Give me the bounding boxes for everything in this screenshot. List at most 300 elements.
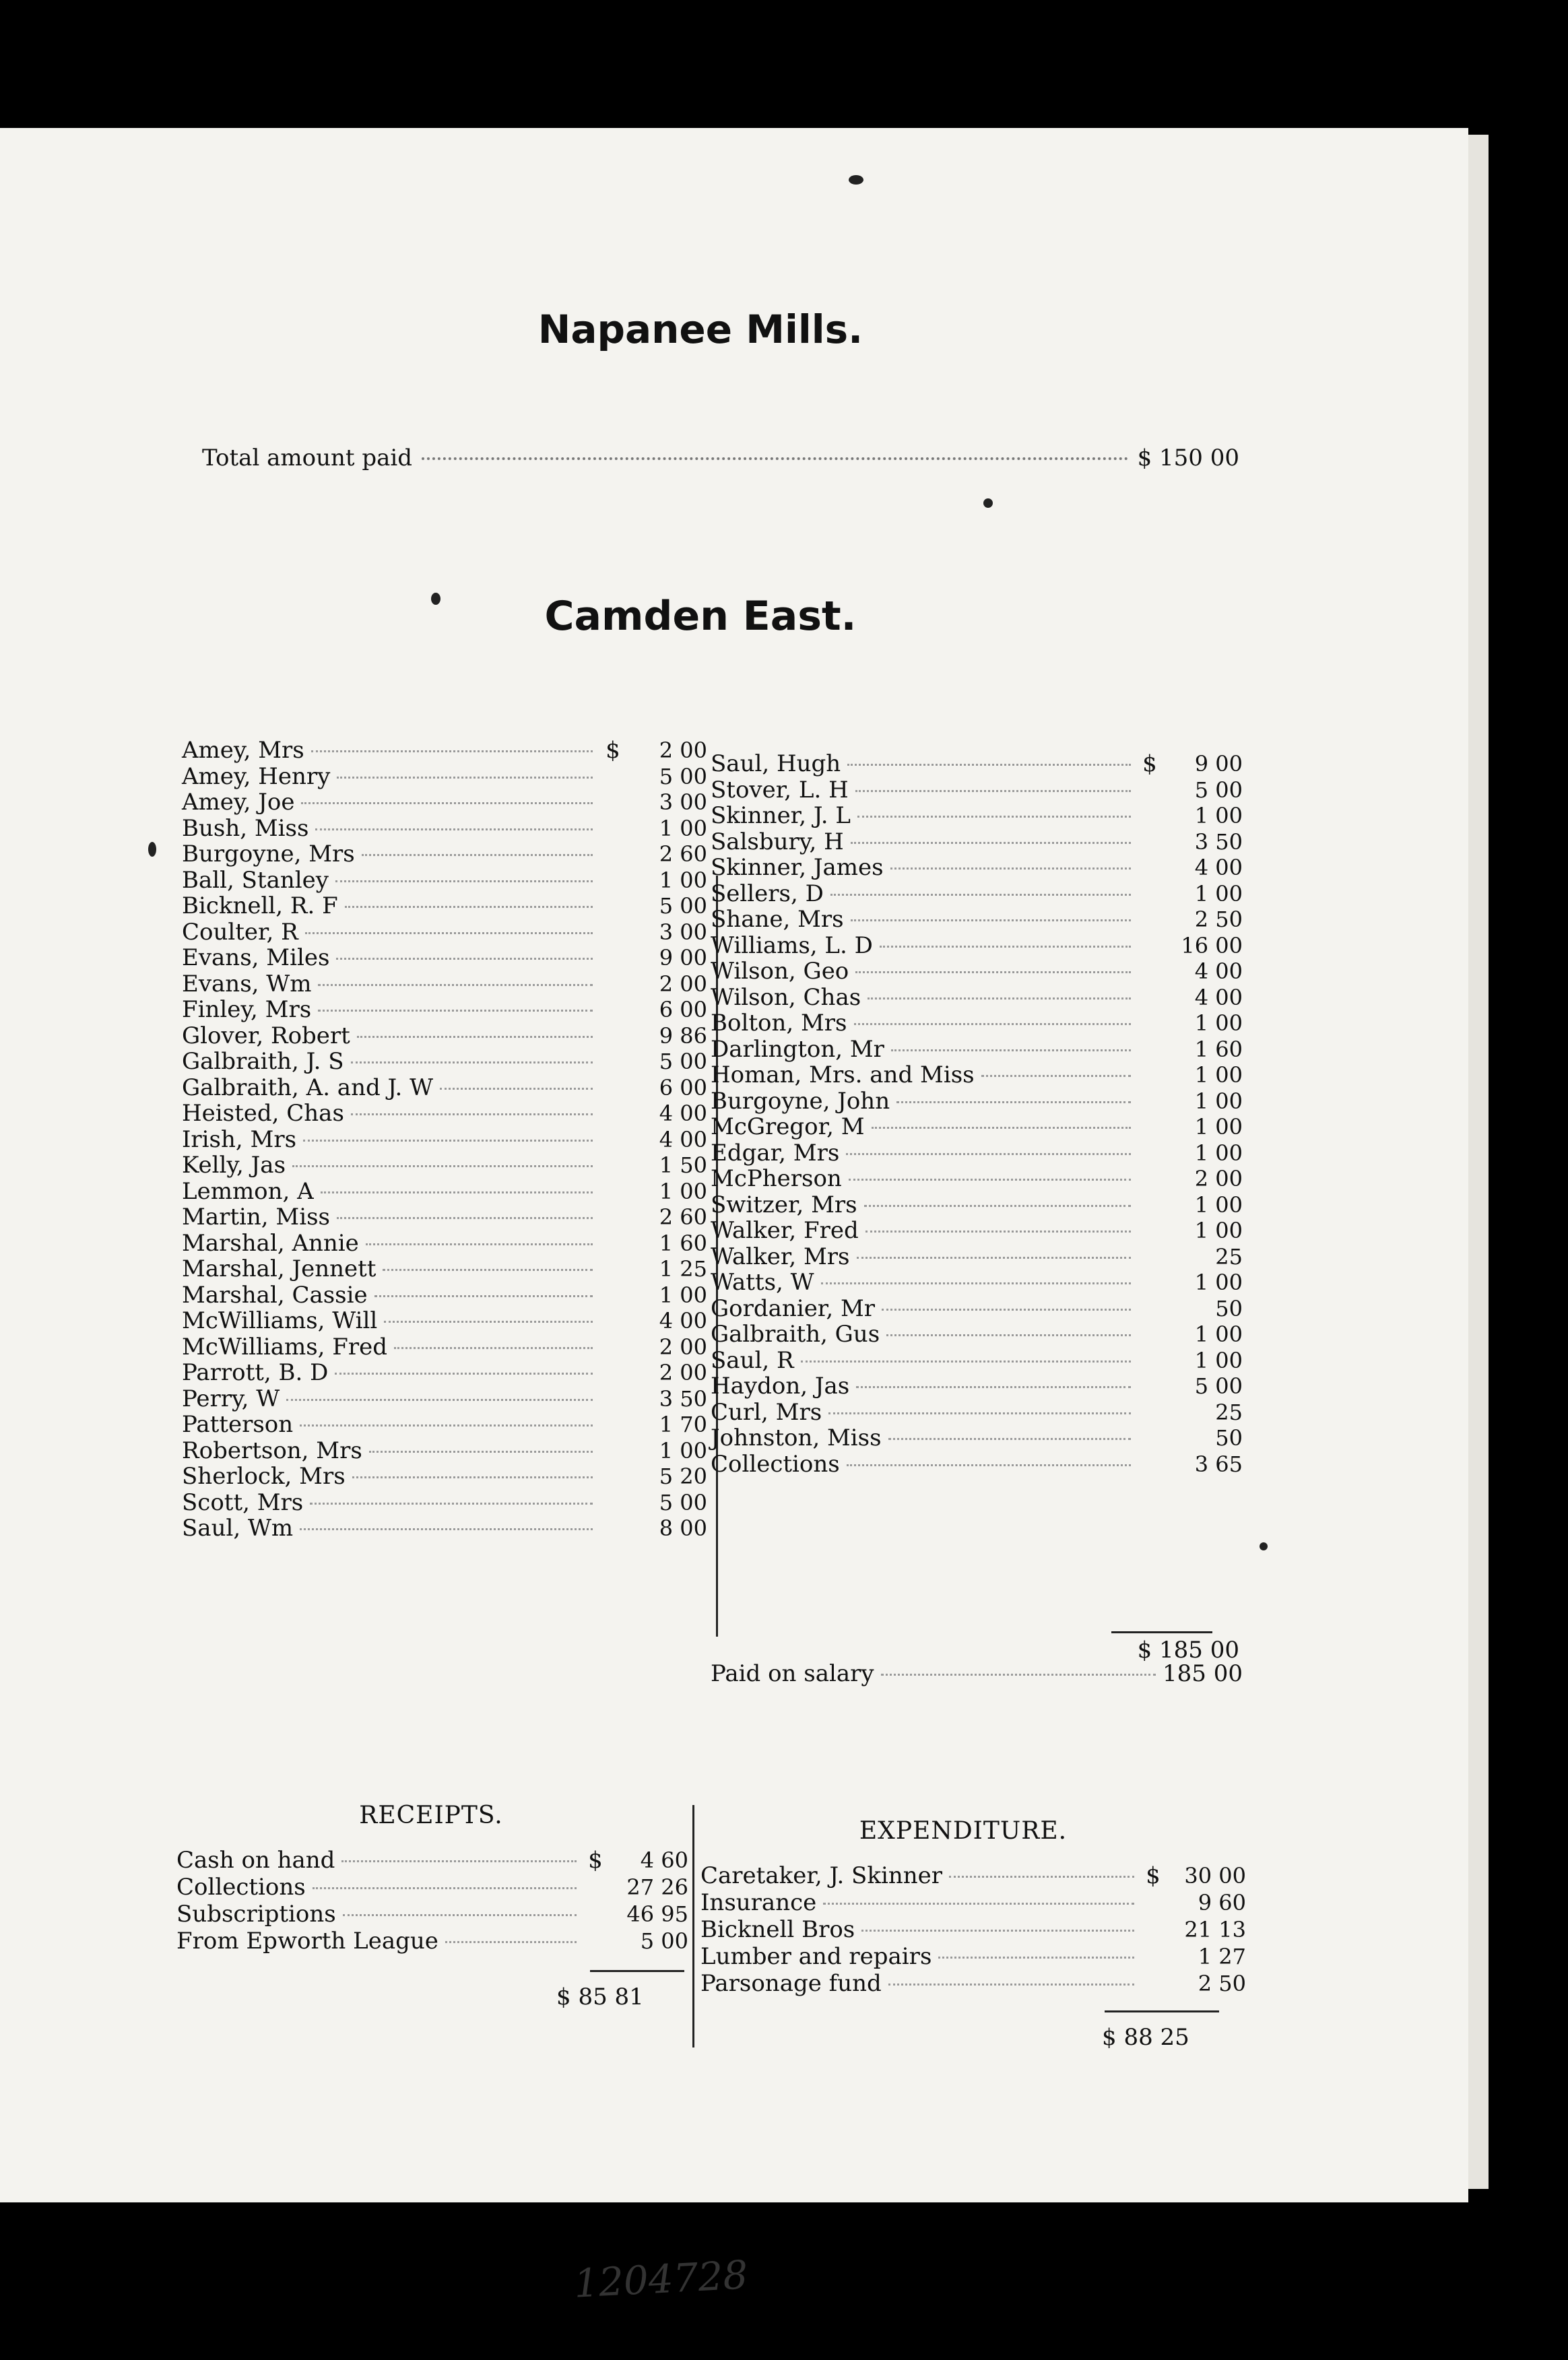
- leader-dots: [341, 1860, 577, 1862]
- entry-amount: 1 70: [659, 1412, 707, 1437]
- list-item: [182, 1308, 707, 1334]
- entry-amount: 1 00: [1194, 1321, 1243, 1347]
- entry-amount: 1 00: [1194, 803, 1243, 828]
- leader-dots: [851, 842, 1131, 844]
- entry-amount: 30 00: [1184, 1863, 1246, 1889]
- entry-name: Galbraith, J. S: [182, 1048, 344, 1075]
- list-item: [711, 1114, 1243, 1140]
- leader-dots: [369, 1451, 593, 1453]
- list-item: [711, 1218, 1243, 1244]
- leader-dots: [300, 1528, 593, 1530]
- list-item: [182, 1075, 707, 1101]
- entry-amount: 9 00: [1194, 751, 1243, 777]
- entry-amount: 8 00: [659, 1515, 707, 1541]
- entry-amount: 25: [1215, 1243, 1243, 1270]
- ink-speck: [431, 593, 440, 605]
- entry-amount: 4 60: [640, 1847, 688, 1873]
- document-page: [0, 128, 1468, 2307]
- entry-amount: 6 00: [659, 1074, 707, 1101]
- entry-name: Heisted, Chas: [182, 1100, 344, 1127]
- entry-amount: 2 00: [659, 971, 707, 997]
- ink-speck: [148, 842, 156, 857]
- list-item: [182, 867, 707, 894]
- entry-name: Parsonage fund: [700, 1970, 882, 1997]
- entry-amount: 9 60: [1198, 1890, 1246, 1915]
- entry-name: Burgoyne, Mrs: [182, 841, 355, 867]
- leader-dots: [366, 1243, 593, 1245]
- list-item: [182, 1101, 707, 1127]
- list-item: [711, 803, 1243, 829]
- handwritten-number: 1204728: [573, 2252, 749, 2307]
- list-item: [182, 1231, 707, 1257]
- entry-name: Coulter, R: [182, 918, 298, 946]
- entry-name: Johnston, Miss: [711, 1424, 882, 1451]
- list-item: [700, 1916, 1246, 1943]
- leader-dots: [821, 1282, 1131, 1284]
- leader-dots: [846, 1153, 1131, 1155]
- entry-amount: 1 60: [1194, 1036, 1243, 1062]
- list-item: [182, 738, 707, 764]
- leader-dots: [374, 1295, 593, 1297]
- entry-amount: 1 00: [1194, 880, 1243, 907]
- list-item: [711, 1296, 1243, 1322]
- entry-name: Irish, Mrs: [182, 1125, 297, 1153]
- entry-amount: 1 27: [1198, 1944, 1246, 1969]
- entry-name: Caretaker, J. Skinner: [700, 1862, 942, 1889]
- camden-heading: Camden East.: [544, 593, 857, 640]
- list-item: [711, 958, 1243, 985]
- entry-name: Kelly, Jas: [182, 1152, 286, 1179]
- entry-amount: 16 00: [1181, 932, 1243, 958]
- entry-amount: 9 00: [659, 945, 707, 971]
- entry-amount: 1 00: [1194, 1010, 1243, 1036]
- entry-amount: 27 26: [626, 1874, 688, 1900]
- leader-dots: [305, 932, 593, 934]
- leader-dots: [351, 1113, 593, 1115]
- leader-dots: [345, 906, 593, 908]
- leader-dots: [335, 880, 593, 882]
- list-item: [182, 1386, 707, 1412]
- entry-name: Bicknell, R. F: [182, 892, 338, 919]
- leader-dots: [337, 1217, 593, 1219]
- leader-dots: [890, 867, 1131, 870]
- entry-name: Wilson, Chas: [711, 983, 861, 1011]
- entry-amount: 4 00: [659, 1308, 707, 1334]
- entry-amount: 1 60: [659, 1230, 707, 1256]
- list-item: [182, 997, 707, 1023]
- entry-name: Amey, Henry: [182, 762, 331, 790]
- entry-amount: 21 13: [1184, 1917, 1246, 1942]
- entry-name: Ball, Stanley: [182, 866, 329, 894]
- entry-name: Saul, Wm: [182, 1515, 294, 1542]
- leader-dots: [313, 1887, 577, 1889]
- list-item: [711, 1166, 1243, 1192]
- entry-amount: 2 50: [1198, 1971, 1246, 1996]
- leader-dots: [823, 1903, 1134, 1905]
- entry-name: Burgoyne, John: [711, 1087, 890, 1115]
- leader-dots: [445, 1941, 577, 1943]
- entry-amount: 5 00: [1194, 777, 1243, 803]
- list-item: [182, 971, 707, 997]
- list-item: [711, 777, 1243, 804]
- list-item: [182, 1282, 707, 1309]
- list-item: [700, 1943, 1246, 1970]
- list-item: [182, 764, 707, 790]
- leader-dots: [343, 1914, 577, 1916]
- list-item: [182, 1204, 707, 1231]
- entry-amount: 2 60: [659, 1204, 707, 1230]
- entry-amount: 1 00: [1194, 1114, 1243, 1140]
- camden-list-right: [711, 751, 1243, 1477]
- entry-amount: 5 00: [659, 763, 707, 789]
- entry-amount: 1 00: [1194, 1140, 1243, 1166]
- entry-amount: 3 50: [1194, 828, 1243, 855]
- entry-amount: 4 00: [1194, 855, 1243, 880]
- leader-dots: [286, 1399, 593, 1401]
- receipts-list: [176, 1847, 688, 1955]
- entry-name: Watts, W: [711, 1269, 814, 1296]
- list-item: [176, 1847, 688, 1874]
- entry-amount: 5 00: [640, 1928, 688, 1954]
- leader-dots: [851, 919, 1131, 921]
- entry-amount: 25: [1215, 1399, 1243, 1425]
- list-item: [711, 1321, 1243, 1348]
- leader-dots: [938, 1957, 1134, 1959]
- salary-amount: 185 00: [1163, 1660, 1243, 1687]
- leader-dots: [868, 997, 1131, 999]
- leader-dots: [303, 1140, 593, 1142]
- entry-name: Walker, Fred: [711, 1217, 859, 1244]
- ink-speck: [849, 175, 863, 185]
- entry-amount: 9 86: [659, 1022, 707, 1049]
- leader-dots: [847, 1464, 1131, 1466]
- currency-sign: $: [588, 1847, 603, 1874]
- camden-total: $ 185 00: [1137, 1637, 1239, 1664]
- leader-dots: [422, 457, 1128, 460]
- list-item: [711, 933, 1243, 959]
- currency-sign: $: [1142, 750, 1157, 777]
- salary-row: [711, 1660, 1243, 1687]
- entry-amount: 3 50: [659, 1385, 707, 1412]
- entry-amount: 2 50: [1194, 907, 1243, 932]
- entry-amount: 5 20: [659, 1464, 707, 1489]
- list-item: [711, 855, 1243, 881]
- leader-dots: [801, 1361, 1131, 1363]
- entry-name: Galbraith, A. and J. W: [182, 1074, 434, 1101]
- entry-name: Parrott, B. D: [182, 1359, 329, 1386]
- entry-name: Scott, Mrs: [182, 1488, 304, 1516]
- entry-name: Insurance: [700, 1889, 817, 1916]
- expenditure-total-rule: [1105, 2010, 1219, 2012]
- list-item: [711, 829, 1243, 855]
- entry-amount: 1 00: [1194, 1191, 1243, 1218]
- list-item: [711, 985, 1243, 1011]
- entry-amount: 5 00: [659, 1049, 707, 1074]
- entry-amount: 50: [1215, 1295, 1243, 1321]
- receipts-total-rule: [590, 1970, 684, 1972]
- entry-amount: 3 00: [659, 789, 707, 815]
- entry-name: Martin, Miss: [182, 1204, 330, 1231]
- entry-name: Darlington, Mr: [711, 1035, 884, 1063]
- list-item: [176, 1928, 688, 1955]
- entry-name: Lumber and repairs: [700, 1943, 932, 1970]
- leader-dots: [856, 1386, 1131, 1388]
- list-item: [711, 1425, 1243, 1451]
- entry-name: Perry, W: [182, 1385, 280, 1412]
- entry-name: Amey, Mrs: [182, 737, 304, 764]
- list-item: [711, 1373, 1243, 1400]
- page-edge: [1468, 135, 1489, 2189]
- entry-name: Bicknell Bros: [700, 1916, 855, 1943]
- leader-dots: [362, 854, 593, 856]
- entry-name: Cash on hand: [176, 1847, 335, 1874]
- entry-amount: 46 95: [626, 1901, 688, 1927]
- entry-amount: 1 00: [659, 1437, 707, 1464]
- entry-name: Haydon, Jas: [711, 1373, 850, 1400]
- entry-name: McWilliams, Will: [182, 1307, 378, 1334]
- list-item: [182, 789, 707, 816]
- entry-amount: 2 00: [659, 738, 707, 763]
- leader-dots: [394, 1347, 593, 1349]
- camden-list-left: [182, 738, 707, 1542]
- entry-name: Homan, Mrs. and Miss: [711, 1061, 975, 1088]
- leader-dots: [864, 1205, 1131, 1207]
- entry-name: Evans, Wm: [182, 970, 312, 997]
- entry-name: Skinner, James: [711, 854, 884, 881]
- entry-amount: 5 00: [659, 893, 707, 919]
- entry-name: Glover, Robert: [182, 1022, 350, 1049]
- list-item: [182, 919, 707, 946]
- entry-amount: 1 00: [659, 1282, 707, 1308]
- receipts-title: RECEIPTS.: [359, 1802, 503, 1829]
- entry-amount: 1 00: [659, 1178, 707, 1204]
- entry-amount: 2 60: [659, 841, 707, 867]
- entry-name: Switzer, Mrs: [711, 1191, 857, 1218]
- leader-dots: [854, 1023, 1132, 1025]
- leader-dots: [857, 816, 1131, 818]
- leader-dots: [336, 958, 593, 960]
- leader-dots: [881, 1674, 1156, 1676]
- entry-amount: 4 00: [1194, 984, 1243, 1010]
- list-item: [182, 816, 707, 842]
- salary-label: Paid on salary: [711, 1660, 874, 1687]
- leader-dots: [880, 946, 1131, 948]
- leader-dots: [335, 1373, 593, 1375]
- entry-name: Collections: [176, 1874, 306, 1901]
- leader-dots: [318, 984, 593, 986]
- napanee-total-amount: $ 150 00: [1137, 445, 1239, 471]
- list-item: [182, 1179, 707, 1205]
- entry-name: Lemmon, A: [182, 1177, 314, 1205]
- leader-dots: [949, 1876, 1134, 1878]
- list-item: [182, 1049, 707, 1075]
- leader-dots: [321, 1191, 593, 1193]
- entry-name: Galbraith, Gus: [711, 1321, 880, 1348]
- entry-amount: 2 00: [1194, 1166, 1243, 1191]
- ink-speck: [1260, 1542, 1268, 1550]
- leader-dots: [981, 1075, 1131, 1077]
- entry-name: McGregor, M: [711, 1113, 865, 1140]
- leader-dots: [315, 828, 593, 830]
- list-item: [700, 1970, 1246, 1997]
- entry-name: Finley, Mrs: [182, 996, 312, 1023]
- list-item: [711, 1037, 1243, 1063]
- leader-dots: [882, 1309, 1131, 1311]
- ink-speck: [983, 498, 993, 508]
- entry-amount: 5 00: [1194, 1373, 1243, 1399]
- list-item: [176, 1901, 688, 1928]
- entry-name: Salsbury, H: [711, 828, 844, 855]
- list-item: [700, 1862, 1246, 1889]
- entry-name: Stover, L. H: [711, 776, 849, 804]
- list-item: [711, 1244, 1243, 1270]
- leader-dots: [311, 750, 593, 752]
- entry-name: Robertson, Mrs: [182, 1437, 362, 1464]
- entry-name: Saul, Hugh: [711, 750, 841, 777]
- list-item: [182, 841, 707, 867]
- leader-dots: [888, 1438, 1131, 1440]
- list-item: [182, 1152, 707, 1179]
- entry-amount: 3 00: [659, 919, 707, 945]
- entry-amount: 4 00: [659, 1126, 707, 1152]
- leader-dots: [357, 1036, 593, 1038]
- currency-sign: $: [606, 737, 620, 764]
- list-item: [182, 1127, 707, 1153]
- entry-name: Bush, Miss: [182, 814, 309, 842]
- entry-name: Subscriptions: [176, 1901, 336, 1928]
- entry-name: Sellers, D: [711, 880, 824, 907]
- entry-name: Marshal, Annie: [182, 1229, 359, 1257]
- list-item: [711, 1062, 1243, 1088]
- entry-amount: 4 00: [659, 1101, 707, 1126]
- list-item: [711, 1400, 1243, 1426]
- napanee-total-row: [202, 445, 1239, 471]
- list-item: [711, 881, 1243, 907]
- leader-dots: [337, 777, 593, 779]
- entry-name: Sherlock, Mrs: [182, 1463, 346, 1490]
- leader-dots: [849, 1179, 1131, 1181]
- expenditure-total: $ 88 25: [1102, 2024, 1189, 2051]
- entry-amount: 1 50: [659, 1152, 707, 1178]
- list-item: [711, 1088, 1243, 1115]
- entry-name: Wilson, Geo: [711, 958, 849, 985]
- leader-dots: [440, 1088, 593, 1090]
- leader-dots: [310, 1503, 593, 1505]
- leader-dots: [847, 764, 1131, 766]
- list-item: [711, 1270, 1243, 1296]
- entry-amount: 1 00: [1194, 1218, 1243, 1243]
- napanee-heading: Napanee Mills.: [537, 306, 863, 352]
- list-item: [182, 1023, 707, 1049]
- leader-dots: [384, 1321, 593, 1323]
- list-item: [711, 1192, 1243, 1218]
- list-item: [182, 1515, 707, 1542]
- entry-name: Marshal, Cassie: [182, 1281, 368, 1309]
- leader-dots: [318, 1010, 593, 1012]
- entry-name: Walker, Mrs: [711, 1243, 850, 1270]
- leader-dots: [896, 1101, 1131, 1103]
- currency-sign: $: [1146, 1862, 1161, 1889]
- entry-amount: 50: [1215, 1425, 1243, 1451]
- list-item: [176, 1874, 688, 1901]
- leader-dots: [872, 1127, 1131, 1129]
- list-item: [182, 1334, 707, 1361]
- list-item: [711, 1451, 1243, 1478]
- entry-name: Amey, Joe: [182, 789, 295, 816]
- entry-name: From Epworth League: [176, 1928, 438, 1955]
- entry-name: Edgar, Mrs: [711, 1139, 840, 1167]
- leader-dots: [383, 1269, 593, 1271]
- list-item: [711, 1140, 1243, 1167]
- entry-name: Marshal, Jennett: [182, 1255, 377, 1282]
- leader-dots: [857, 1257, 1131, 1259]
- list-item: [711, 907, 1243, 933]
- entry-amount: 1 00: [1194, 1270, 1243, 1295]
- list-item: [182, 893, 707, 919]
- leader-dots: [865, 1231, 1131, 1233]
- total-rule: [1111, 1631, 1212, 1633]
- leader-dots: [855, 790, 1131, 792]
- entry-amount: 2 00: [659, 1334, 707, 1360]
- entry-name: Skinner, J. L: [711, 802, 851, 829]
- list-item: [182, 945, 707, 971]
- receipts-total: $ 85 81: [556, 1984, 644, 2010]
- entry-name: Shane, Mrs: [711, 906, 844, 933]
- leader-dots: [301, 802, 593, 804]
- entry-amount: 2 00: [659, 1360, 707, 1385]
- leader-dots: [891, 1049, 1131, 1051]
- entry-amount: 1 00: [659, 815, 707, 841]
- entry-amount: 1 25: [659, 1256, 707, 1282]
- entry-name: Curl, Mrs: [711, 1398, 822, 1426]
- leader-dots: [886, 1334, 1131, 1336]
- entry-amount: 1 00: [1194, 1088, 1243, 1114]
- list-item: [182, 1490, 707, 1516]
- list-item: [700, 1889, 1246, 1916]
- entry-name: Patterson: [182, 1411, 294, 1438]
- entry-amount: 3 65: [1194, 1451, 1243, 1477]
- leader-dots: [352, 1476, 593, 1478]
- leader-dots: [351, 1061, 593, 1063]
- entry-amount: 6 00: [659, 997, 707, 1022]
- list-item: [182, 1360, 707, 1386]
- list-item: [711, 1010, 1243, 1037]
- receipts-divider: [692, 1805, 694, 2047]
- list-item: [711, 751, 1243, 777]
- leader-dots: [855, 971, 1131, 973]
- entry-amount: 5 00: [659, 1489, 707, 1515]
- list-item: [182, 1438, 707, 1464]
- leader-dots: [828, 1412, 1131, 1414]
- leader-dots: [292, 1165, 593, 1167]
- entry-amount: 1 00: [1194, 1062, 1243, 1088]
- list-item: [182, 1412, 707, 1438]
- leader-dots: [830, 894, 1131, 896]
- expenditure-title: EXPENDITURE.: [859, 1817, 1068, 1845]
- entry-name: McWilliams, Fred: [182, 1333, 388, 1361]
- entry-name: Saul, R: [711, 1346, 794, 1374]
- entry-name: Bolton, Mrs: [711, 1010, 847, 1037]
- entry-amount: 1 00: [1194, 1347, 1243, 1373]
- entry-name: Collections: [711, 1450, 840, 1478]
- entry-amount: 1 00: [659, 867, 707, 893]
- napanee-total-label: Total amount paid: [202, 445, 413, 471]
- entry-name: McPherson: [711, 1165, 842, 1192]
- entry-name: Gordanier, Mr: [711, 1294, 876, 1322]
- entry-name: Evans, Miles: [182, 944, 330, 971]
- entry-amount: 4 00: [1194, 958, 1243, 984]
- list-item: [182, 1464, 707, 1490]
